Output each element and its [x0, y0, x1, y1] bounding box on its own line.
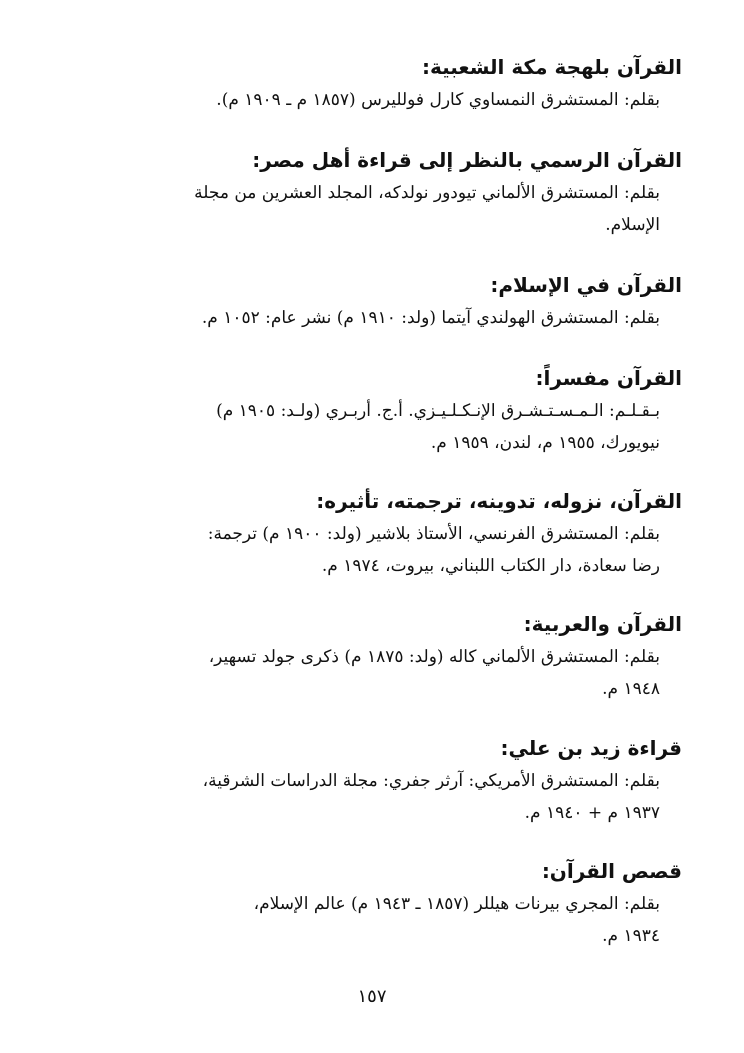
entry-body: [122, 518, 682, 582]
entry-line: ١٩٤٨ م.: [602, 679, 660, 699]
entry-line: رضا سعادة، دار الكتاب اللبناني، بيروت، ١٩٧٤ م.: [321, 556, 660, 576]
bibliography-entry: [122, 143, 682, 241]
entry-line: ١٩٣٤ م.: [602, 926, 660, 946]
bibliography-entry: [122, 607, 682, 705]
entry-title: قراءة زيد بن علي:: [500, 736, 682, 760]
entry-body: [122, 302, 682, 334]
entry-body: [122, 395, 682, 459]
entry-line: بقلم: المجري بيرنات هيللر (١٨٥٧ ـ ١٩٤٣ م) عالم الإسلام،: [253, 894, 660, 914]
bibliography-entry: [122, 484, 682, 582]
entry-title: القرآن بلهجة مكة الشعبية:: [421, 55, 682, 79]
bibliography-entry: [122, 361, 682, 459]
entry-body: [122, 641, 682, 705]
entry-line: نيويورك، ١٩٥٥ م، لندن، ١٩٥٩ م.: [430, 433, 660, 453]
bibliography-entry: [122, 854, 682, 952]
entry-line: بقلم: المستشرق النمساوي كارل فولليرس (١٨٥٧ م ـ ١٩٠٩ م).: [216, 90, 660, 110]
entry-title: القرآن في الإسلام:: [490, 273, 682, 297]
entry-line: بقلم: المستشرق الفرنسي، الأستاذ بلاشير (ولد: ١٩٠٠ م) ترجمة:: [207, 524, 660, 544]
page-number: ١٥٧: [357, 986, 387, 1007]
bibliography-entry: [122, 50, 682, 116]
entry-body: [122, 765, 682, 829]
entry-line: ١٩٣٧ م + ١٩٤٠ م.: [524, 803, 660, 823]
entry-title: القرآن، نزوله، تدوينه، ترجمته، تأثيره:: [316, 489, 682, 513]
entry-line: بقلم: المستشرق الألماني كاله (ولد: ١٨٧٥ م) ذكرى جولد تسهير،: [208, 647, 660, 667]
bibliography-entry: [122, 731, 682, 829]
entry-line: الإسلام.: [605, 215, 660, 235]
entry-title: القرآن مفسراً:: [535, 366, 682, 390]
entry-line: بقلم: المستشرق الأمريكي: آرثر جفري: مجلة الدراسات الشرقية،: [202, 771, 660, 791]
entry-line: بقلم: المستشرق الألماني تيودور نولدكه، المجلد العشرين من مجلة: [194, 183, 660, 203]
entry-body: [122, 888, 682, 952]
entry-line: بـقـلـم: الـمـسـتـشـرق الإنـكـلـيـزي. أ.ج. أربـري (ولـد: ١٩٠٥ م): [216, 401, 660, 421]
entry-title: القرآن والعربية:: [523, 612, 682, 636]
entry-title: القرآن الرسمي بالنظر إلى قراءة أهل مصر:: [252, 148, 682, 172]
entry-title: قصص القرآن:: [541, 859, 682, 883]
entry-body: [122, 177, 682, 241]
entry-line: بقلم: المستشرق الهولندي آيتما (ولد: ١٩١٠ م) نشر عام: ١٠٥٢ م.: [201, 308, 660, 328]
bibliography-entry: [122, 268, 682, 334]
entry-body: [122, 84, 682, 116]
